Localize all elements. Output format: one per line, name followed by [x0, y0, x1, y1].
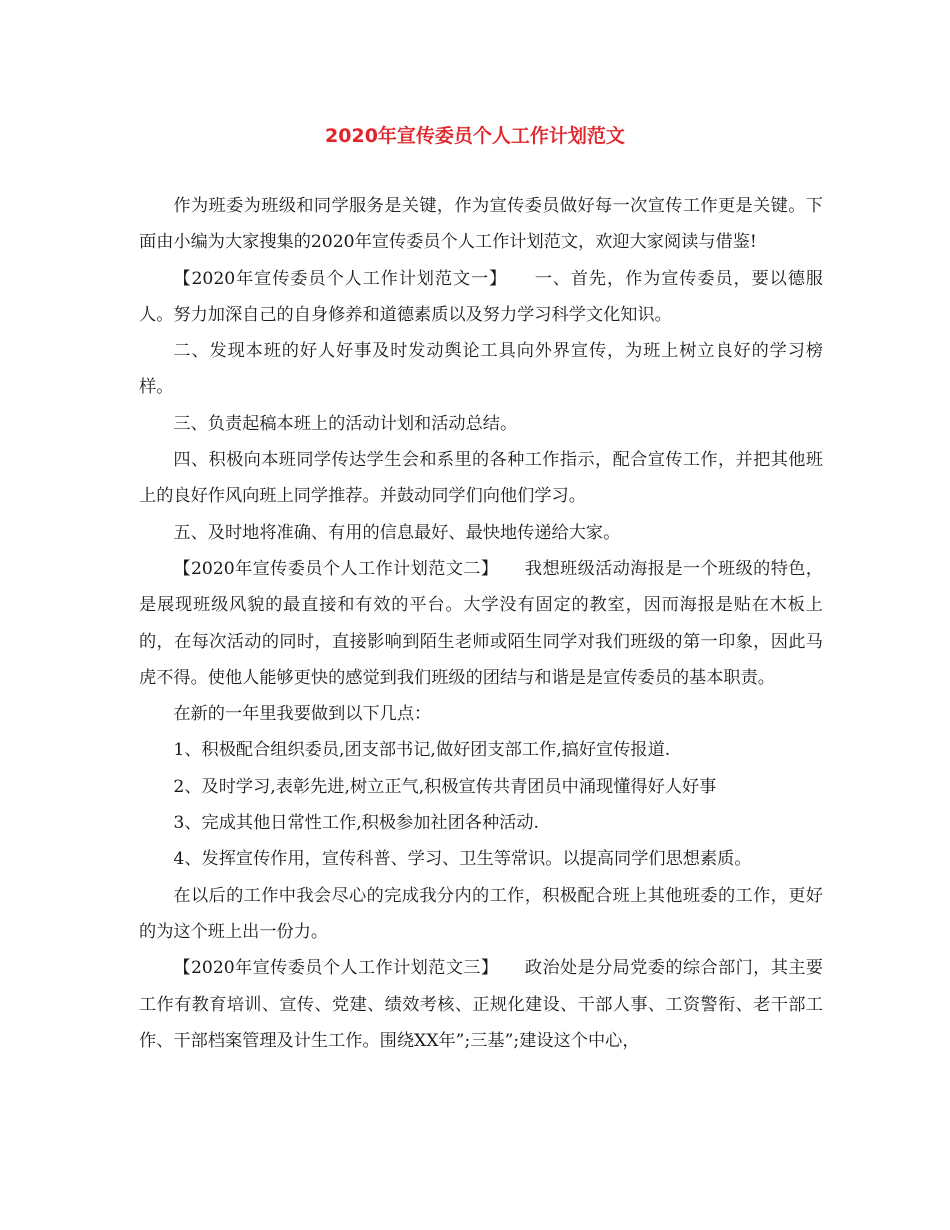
- paragraph: 在以后的工作中我会尽心的完成我分内的工作，积极配合班上其他班委的工作，更好的为这个班上出一份力。: [139, 885, 823, 942]
- paragraph: 在新的一年里我要做到以下几点：: [173, 704, 432, 725]
- paragraph: 三、负责起稿本班上的活动计划和活动总结。: [173, 413, 518, 434]
- list-item: 3、完成其他日常性工作,积极参加社团各种活动.: [173, 813, 540, 834]
- paragraph-sample-three-heading: 【2020年宣传委员个人工作计划范文三】 政治处是分局党委的综合部门，其主要工作有教育培训、宣传、党建、绩效考核、正规化建设、干部人事、工资警衔、老干部工作、干部档案管理及计生工作。围绕XX年”;三基”;建设这个中心，: [139, 958, 823, 1051]
- paragraph: 五、及时地将准确、有用的信息最好、最快地传递给大家。: [173, 522, 621, 543]
- paragraph-sample-one-heading: 【2020年宣传委员个人工作计划范文一】 一、首先，作为宣传委员，要以德服人。努力加深自己的自身修养和道德素质以及努力学习科学文化知识。: [139, 268, 823, 325]
- paragraph: 二、发现本班的好人好事及时发动舆论工具向外界宣传，为班上树立良好的学习榜样。: [139, 341, 823, 398]
- document-body: [139, 188, 823, 1059]
- list-item: 4、发挥宣传作用，宣传科普、学习、卫生等常识。以提高同学们思想素质。: [173, 849, 752, 870]
- list-item: 2、及时学习,表彰先进,树立正气,积极宣传共青团员中涌现懂得好人好事: [173, 776, 717, 797]
- document-title: 2020年宣传委员个人工作计划范文: [325, 125, 625, 147]
- paragraph-sample-two-heading: 【2020年宣传委员个人工作计划范文二】 我想班级活动海报是一个班级的特色，是展现班级风貌的最直接和有效的平台。大学没有固定的教室，因而海报是贴在木板上的，在每次活动的同时，直接影响到陌生老师或陌生同学对我们班级的第一印象，因此马虎不得。使他人能够更快的感觉到我们班级的团结与和谐是是宣传委员的基本职责。: [139, 558, 823, 688]
- paragraph-intro: 作为班委为班级和同学服务是关键，作为宣传委员做好每一次宣传工作更是关键。下面由小编为大家搜集的2020年宣传委员个人工作计划范文，欢迎大家阅读与借鉴!: [139, 196, 823, 253]
- paragraph: 四、积极向本班同学传达学生会和系里的各种工作指示，配合宣传工作，并把其他班上的良好作风向班上同学推荐。并鼓动同学们向他们学习。: [139, 450, 823, 507]
- list-item: 1、积极配合组织委员,团支部书记,做好团支部工作,搞好宣传报道.: [173, 740, 671, 761]
